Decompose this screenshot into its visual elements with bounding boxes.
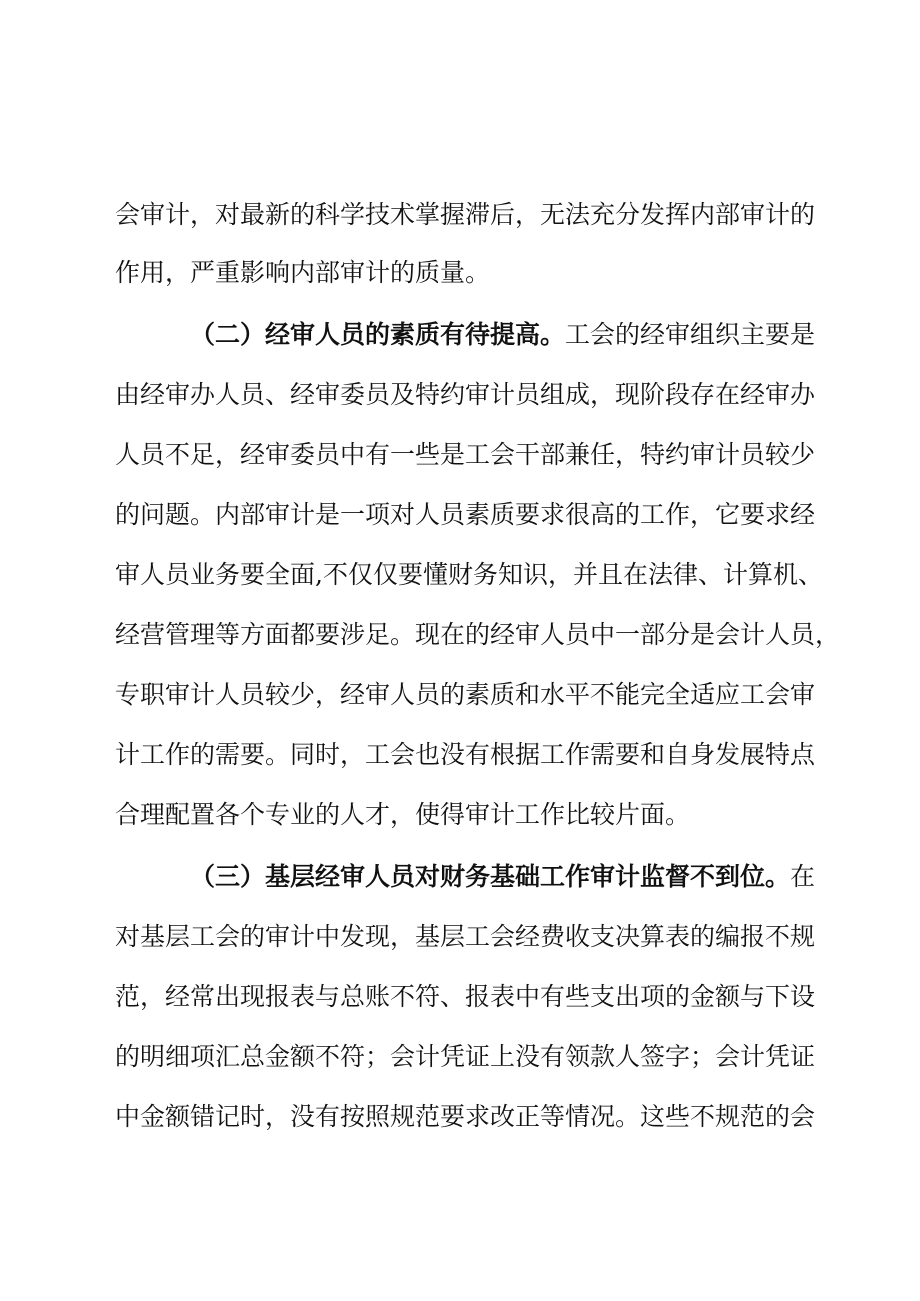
p3-line-3: 的明细项汇总金额不符；会计凭证上没有领款人签字；会计凭证 [115,1042,816,1071]
p3-first-line [190,862,815,892]
p3-first-rest: 在 [790,862,816,891]
p2-line-4: 审人员业务要全面,不仅仅要懂财务知识，并且在法律、计算机、 [115,560,823,589]
p3-line-2: 范，经常出现报表与总账不符、报表中有些支出项的金额与下设 [115,982,816,1011]
p2-line-7: 计工作的需要。同时，工会也没有根据工作需要和自身发展特点 [115,740,816,769]
p2-line-8: 合理配置各个专业的人才，使得审计工作比较片面。 [115,800,691,829]
p1-line-1: 会审计，对最新的科学技术掌握滞后，无法充分发挥内部审计的 [115,200,816,229]
p2-line-5: 经营管理等方面都要涉足。现在的经审人员中一部分是会计人员， [115,620,841,649]
p2-line-6: 专职审计人员较少，经审人员的素质和水平不能完全适应工会审 [115,680,816,709]
p2-heading: （二）经审人员的素质有待提高。 [190,320,566,349]
p2-first-rest: 工会的经审组织主要是 [565,320,816,349]
p3-line-1: 对基层工会的审计中发现，基层工会经费收支决算表的编报不规 [115,922,816,951]
p1-line-2: 作用，严重影响内部审计的质量。 [115,258,491,287]
p2-first-line [190,320,815,350]
p2-line-1: 由经审办人员、经审委员及特约审计员组成，现阶段存在经审办 [115,380,816,409]
p3-line-4: 中金额错记时，没有按照规范要求改正等情况。这些不规范的会 [115,1102,816,1131]
p3-heading: （三）基层经审人员对财务基础工作审计监督不到位。 [190,862,791,891]
p2-line-3: 的问题。内部审计是一项对人员素质要求很高的工作，它要求经 [115,500,816,529]
p2-line-2: 人员不足，经审委员中有一些是工会干部兼任，特约审计员较少 [115,440,816,469]
